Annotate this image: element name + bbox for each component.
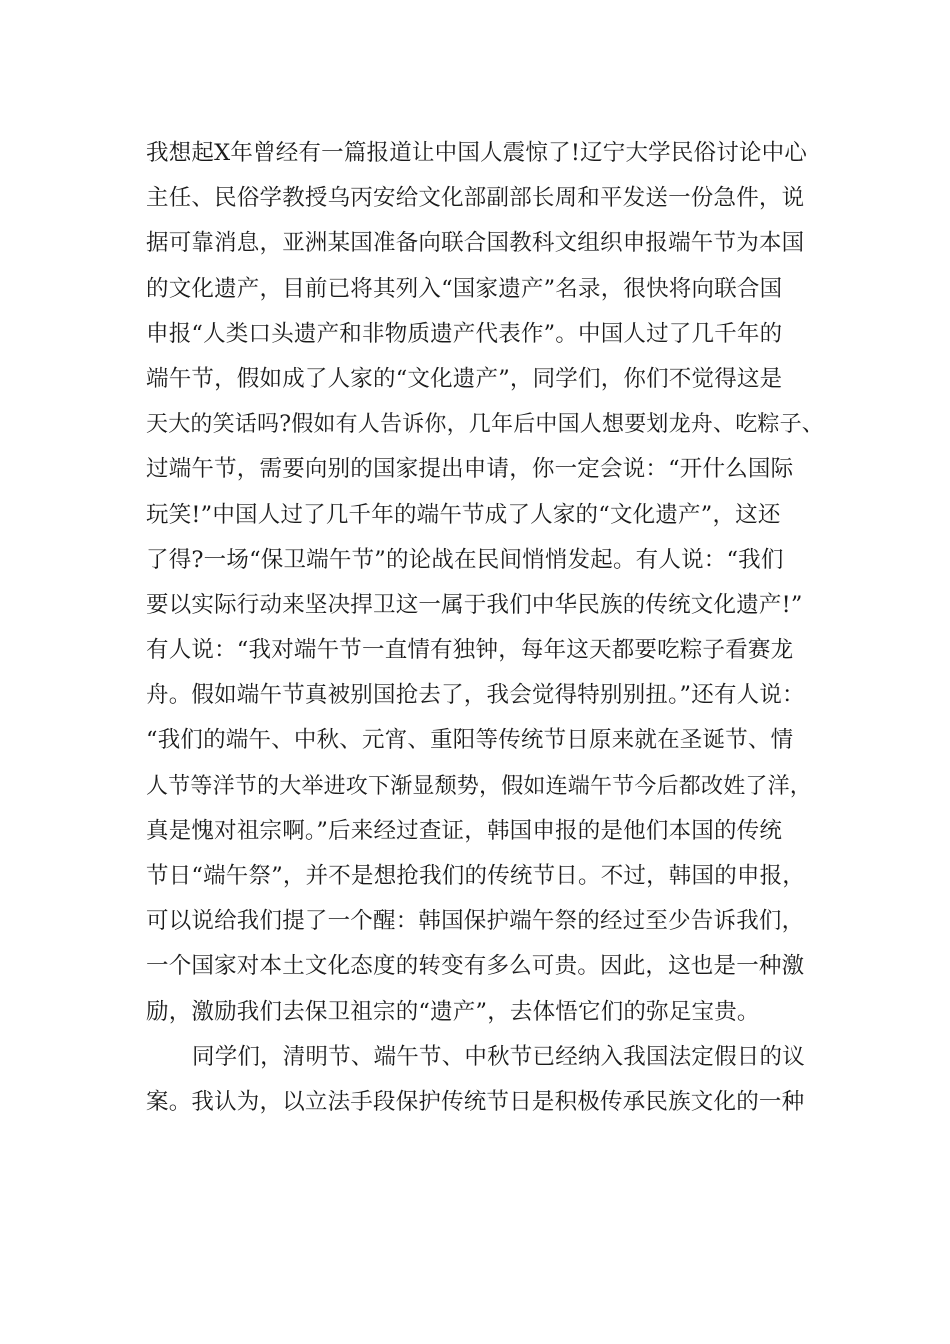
text-line: 申报“人类口头遗产和非物质遗产代表作”。中国人过了几千年的: [146, 320, 783, 347]
text-line: 的文化遗产，目前已将其列入“国家遗产”名录，很快将向联合国: [146, 275, 783, 302]
text-line: 节日“端午祭”，并不是想抢我们的传统节日。不过，韩国的申报，: [146, 863, 806, 889]
text-line: 据可靠消息，亚洲某国准备向联合国教科文组织申报端午节为本国: [146, 230, 805, 257]
paragraph-start-line: 同学们，清明节、端午节、中秋节已经纳入我国法定假日的议: [192, 1043, 805, 1070]
text-line: 真是愧对祖宗啊。”后来经过查证，韩国申报的是他们本国的传统: [146, 817, 783, 844]
text-line: 主任、民俗学教授乌丙安给文化部副部长周和平发送一份急件，说: [146, 185, 805, 212]
text-line: 玩笑!”中国人过了几千年的端午节成了人家的“文化遗产”，这还: [146, 501, 781, 528]
body-text: [146, 131, 826, 1125]
text-line: “我们的端午、中秋、元宵、重阳等传统节日原来就在圣诞节、情: [146, 727, 794, 754]
text-line: 端午节，假如成了人家的“文化遗产”，同学们，你们不觉得这是: [146, 365, 783, 392]
text-line: 我想起X年曾经有一篇报道让中国人震惊了!辽宁大学民俗讨论中心: [146, 140, 808, 166]
text-line: 要以实际行动来坚决捍卫这一属于我们中华民族的传统文化遗产!”: [146, 591, 803, 618]
text-line: 人节等洋节的大举进攻下渐显颓势，假如连端午节今后都改姓了洋，: [146, 773, 813, 799]
text-line: 天大的笑话吗?假如有人告诉你，几年后中国人想要划龙舟、吃粽子、: [146, 412, 824, 438]
text-line: 可以说给我们提了一个醒：韩国保护端午祭的经过至少告诉我们，: [146, 908, 805, 935]
text-line: 了得?一场“保卫端午节”的论战在民间悄悄发起。有人说：“我们: [146, 546, 784, 573]
text-line: 过端午节，需要向别的国家提出申请，你一定会说：“开什么国际: [146, 456, 794, 483]
text-line: 案。我认为，以立法手段保护传统节日是积极传承民族文化的一种: [146, 1088, 805, 1115]
text-line: 舟。假如端午节真被别国抢去了，我会觉得特别别扭。”还有人说：: [146, 682, 805, 709]
text-line: 励，激励我们去保卫祖宗的“遗产”，去体悟它们的弥足宝贵。: [146, 998, 760, 1025]
text-line: 有人说：“我对端午节一直情有独钟，每年这天都要吃粽子看赛龙: [146, 637, 794, 664]
text-line: 一个国家对本土文化态度的转变有多么可贵。因此，这也是一种激: [146, 953, 805, 980]
